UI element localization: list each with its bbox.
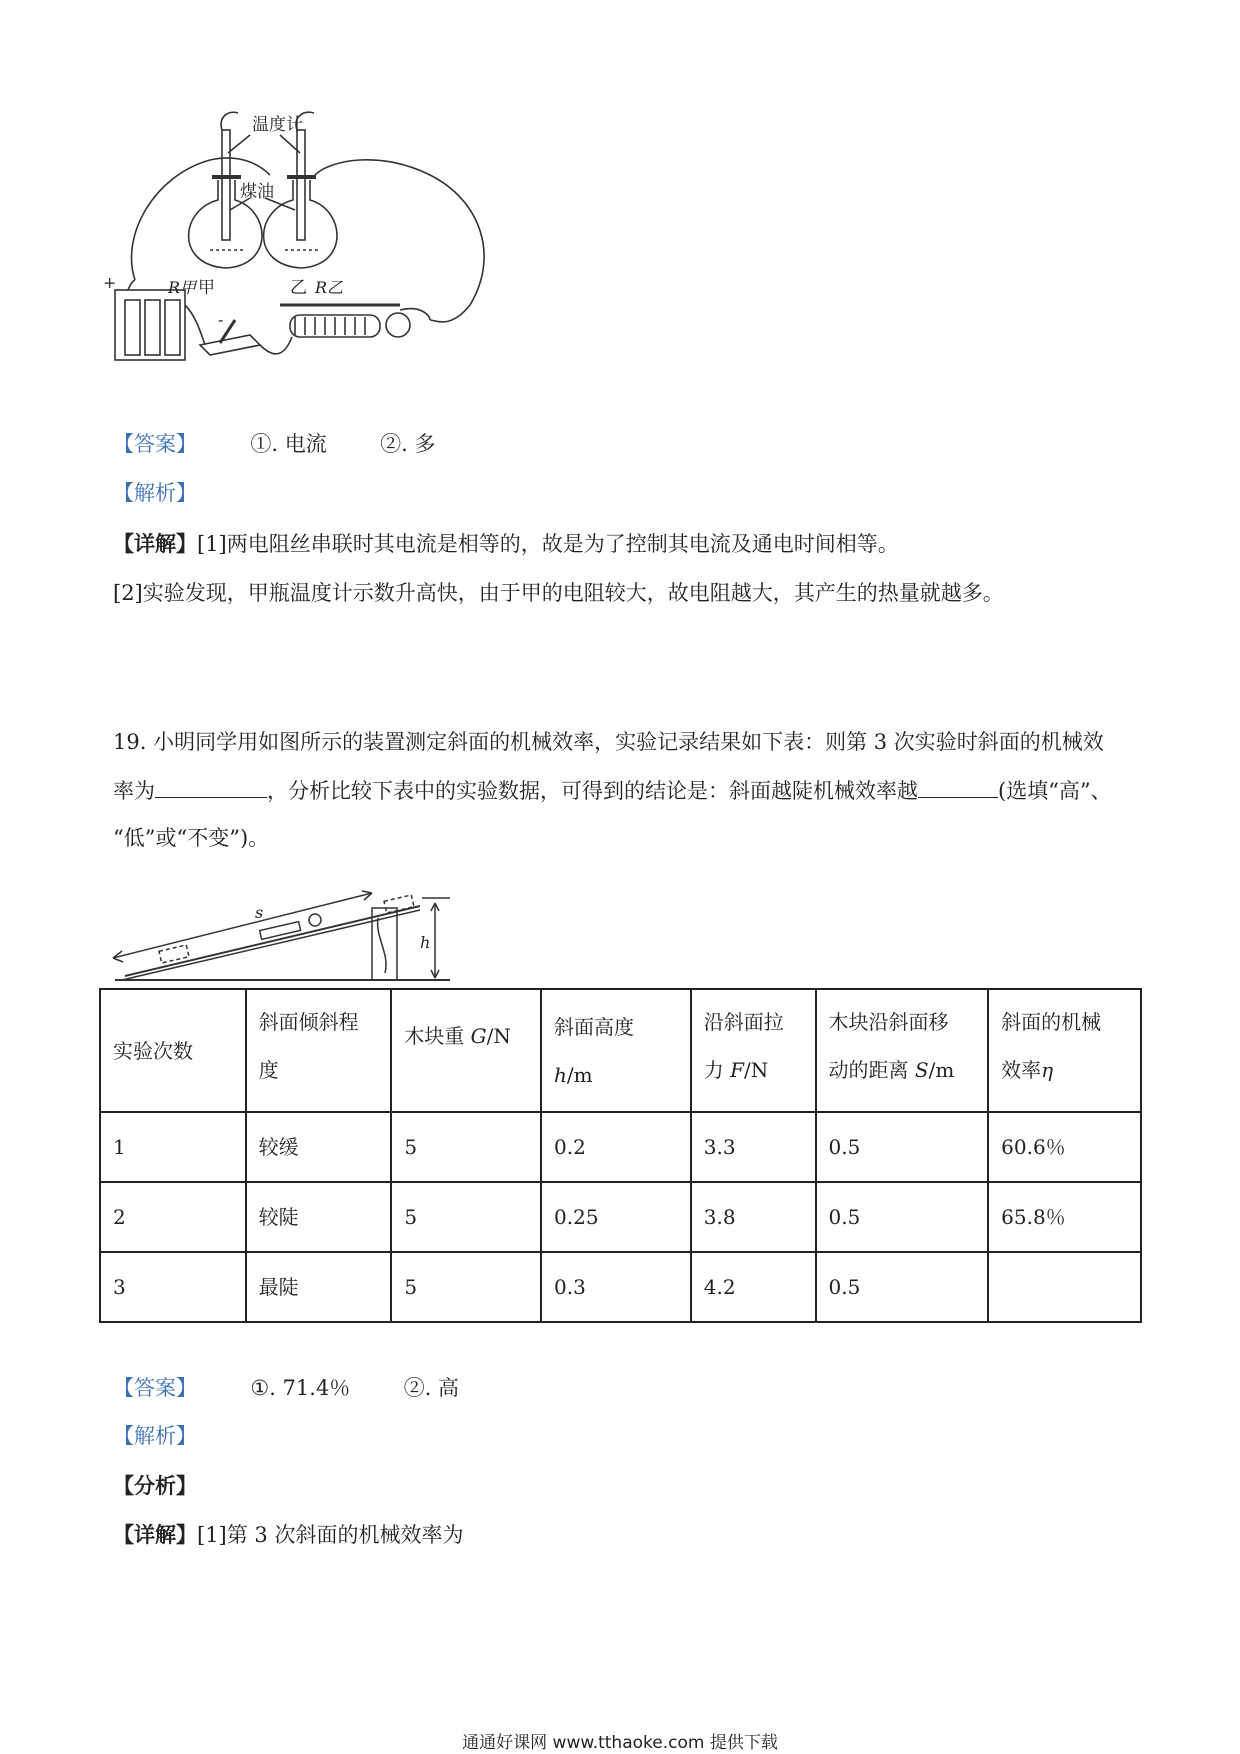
- table-cell: 65.8％: [988, 1182, 1141, 1252]
- plus-label: +: [103, 273, 117, 292]
- table-cell: 2: [100, 1182, 246, 1252]
- table-row: [100, 1182, 1141, 1252]
- header-cell: 斜面倾斜程 度: [246, 989, 392, 1112]
- table-cell: 0.5: [816, 1252, 989, 1322]
- header-cell: 实验次数: [100, 989, 246, 1112]
- q19-line-1: 19. 小明同学用如图所示的装置测定斜面的机械效率，实验记录结果如下表：则第 3 次实验时斜面的机械效: [113, 730, 1104, 754]
- answer-tag: 【答案】: [113, 1376, 197, 1400]
- table-cell: 0.5: [816, 1112, 989, 1182]
- table-cell: 0.25: [541, 1182, 691, 1252]
- table-cell: 60.6％: [988, 1112, 1141, 1182]
- detail-tag: 【详解】: [113, 531, 197, 556]
- table-cell: 3.3: [691, 1112, 816, 1182]
- thermometer-label: 温度计: [252, 115, 303, 135]
- q18-analysis-tag: 【解析】: [113, 481, 197, 505]
- answer-2: ②. 多: [380, 432, 436, 456]
- answer-blank-2[interactable]: [918, 775, 998, 798]
- table-cell: 0.3: [541, 1252, 691, 1322]
- table-cell: 5: [391, 1112, 541, 1182]
- header-cell: 斜面的机械 效率η: [988, 989, 1141, 1112]
- table-row: [100, 1252, 1141, 1322]
- q19-fenxi-tag: 【分析】: [113, 1473, 197, 1498]
- detail-1-text: [1]两电阻丝串联时其电流是相等的，故是为了控制其电流及通电时间相等。: [197, 532, 899, 556]
- r-jia-label: R甲: [168, 278, 197, 297]
- q18-answer-line: [113, 429, 435, 459]
- q19-answer-line: [113, 1373, 459, 1403]
- header-cell: 斜面高度 h/m: [541, 989, 691, 1112]
- r-yi-label: R乙: [315, 278, 344, 297]
- answer-1: ①. 71.4％: [250, 1376, 351, 1400]
- detail-1-text: [1]第 3 次斜面的机械效率为: [197, 1523, 464, 1547]
- header-cell: 沿斜面拉 力 F/N: [691, 989, 816, 1112]
- q19-line-3: “低”或“不变”)。: [113, 826, 270, 850]
- q18-detail-2: [2]实验发现，甲瓶温度计示数升高快，由于甲的电阻较大，故电阻越大，其产生的热量就越多。: [113, 581, 1004, 605]
- q18-detail-1: [113, 529, 899, 559]
- circuit-figure: [100, 105, 500, 410]
- incline-figure: [110, 858, 460, 988]
- table-cell: 最陡: [246, 1252, 392, 1322]
- minus-label: -: [218, 310, 224, 329]
- detail-tag: 【详解】: [113, 1522, 197, 1547]
- table-cell: 3: [100, 1252, 246, 1322]
- table-cell: 4.2: [691, 1252, 816, 1322]
- yi-label: 乙: [290, 278, 307, 298]
- table-cell: 5: [391, 1182, 541, 1252]
- incline-label-s: s: [255, 903, 264, 922]
- incline-label-h: h: [420, 933, 431, 952]
- table-cell: 较陡: [246, 1182, 392, 1252]
- table-cell: 0.5: [816, 1182, 989, 1252]
- header-cell: 木块重 G/N: [391, 989, 541, 1112]
- q19-analysis-tag: 【解析】: [113, 1424, 197, 1448]
- page-footer: 通通好课网 www.tthaoke.com 提供下载: [462, 1733, 778, 1753]
- header-cell: 木块沿斜面移 动的距离 S/m: [816, 989, 989, 1112]
- answer-tag: 【答案】: [113, 432, 197, 456]
- answer-2: ②. 高: [403, 1376, 460, 1400]
- table-cell: 1: [100, 1112, 246, 1182]
- answer-blank-1[interactable]: [155, 775, 267, 798]
- table-header-row: [100, 989, 1141, 1112]
- table-cell: 3.8: [691, 1182, 816, 1252]
- answer-1: ①. 电流: [250, 432, 327, 456]
- table-cell: [988, 1252, 1141, 1322]
- kerosene-label: 煤油: [240, 182, 274, 202]
- table-row: [100, 1112, 1141, 1182]
- table-cell: 5: [391, 1252, 541, 1322]
- experiment-table: [99, 988, 1142, 1323]
- jia-label: 甲: [198, 278, 215, 298]
- table-cell: 较缓: [246, 1112, 392, 1182]
- table-cell: 0.2: [541, 1112, 691, 1182]
- q19-detail-1: [113, 1520, 463, 1550]
- q19-line-2: 率为 ，分析比较下表中的实验数据，可得到的结论是：斜面越陡机械效率越 (选填“高”、: [113, 775, 1112, 806]
